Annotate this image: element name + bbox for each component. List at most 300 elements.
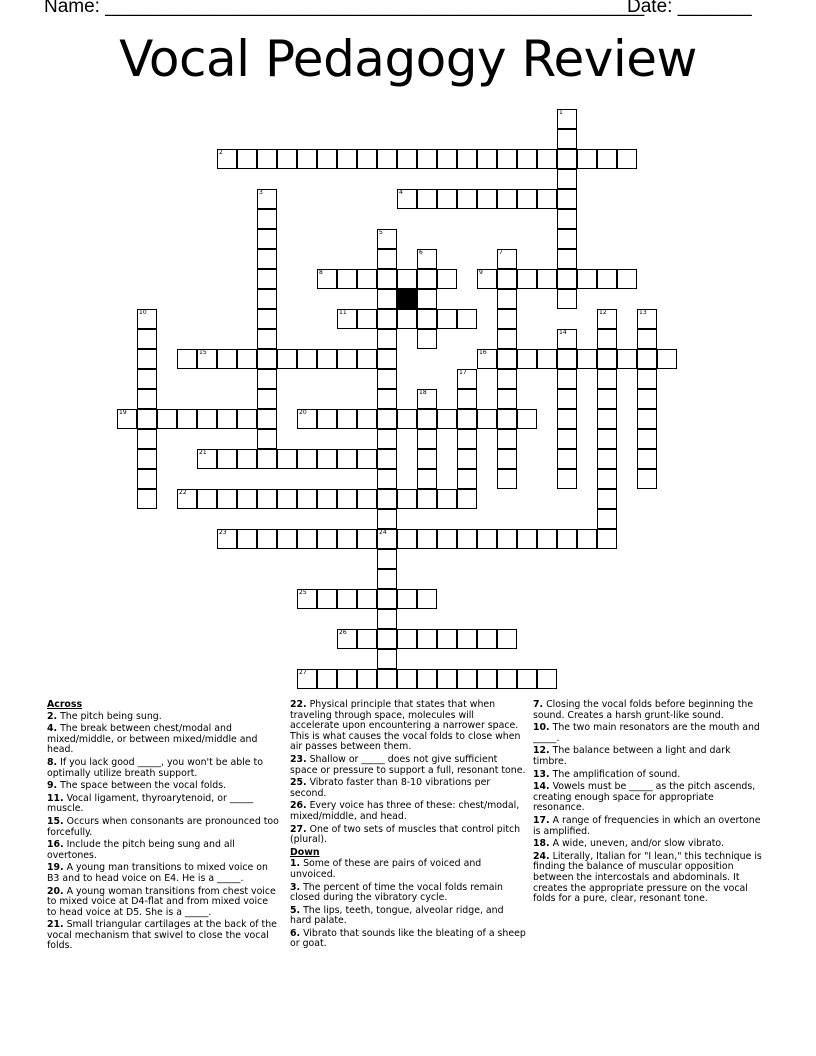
grid-cell[interactable] xyxy=(577,349,597,369)
grid-cell[interactable] xyxy=(597,429,617,449)
grid-cell[interactable] xyxy=(377,229,397,249)
grid-cell[interactable] xyxy=(337,149,357,169)
grid-cell[interactable] xyxy=(177,409,197,429)
grid-cell[interactable] xyxy=(317,449,337,469)
grid-cell[interactable] xyxy=(617,149,637,169)
grid-cell[interactable] xyxy=(317,409,337,429)
grid-cell[interactable] xyxy=(457,669,477,689)
grid-cell[interactable] xyxy=(457,409,477,429)
down-clue xyxy=(290,906,526,927)
grid-cell[interactable] xyxy=(497,429,517,449)
grid-cell[interactable] xyxy=(397,489,417,509)
grid-cell[interactable] xyxy=(237,529,257,549)
grid-cell[interactable] xyxy=(597,529,617,549)
grid-cell[interactable] xyxy=(137,449,157,469)
grid-cell[interactable] xyxy=(257,189,277,209)
grid-cell[interactable] xyxy=(317,269,337,289)
grid-cell[interactable] xyxy=(457,189,477,209)
grid-cell[interactable] xyxy=(397,629,417,649)
grid-cell[interactable] xyxy=(557,149,577,169)
grid-cell[interactable] xyxy=(537,669,557,689)
grid-cell[interactable] xyxy=(637,389,657,409)
grid-cell[interactable] xyxy=(437,309,457,329)
down-clue xyxy=(290,929,526,950)
grid-cell[interactable] xyxy=(337,269,357,289)
grid-cell[interactable] xyxy=(417,329,437,349)
grid-cell[interactable] xyxy=(577,149,597,169)
grid-cell[interactable] xyxy=(597,449,617,469)
grid-cell[interactable] xyxy=(417,409,437,429)
grid-cell[interactable] xyxy=(597,309,617,329)
grid-cell[interactable] xyxy=(417,489,437,509)
grid-cell[interactable] xyxy=(537,189,557,209)
grid-cell[interactable] xyxy=(557,429,577,449)
clue-num: 22. xyxy=(290,699,307,710)
grid-cell[interactable] xyxy=(597,509,617,529)
grid-cell[interactable] xyxy=(477,349,497,369)
grid-cell[interactable] xyxy=(337,309,357,329)
grid-cell[interactable] xyxy=(277,489,297,509)
grid-cell[interactable] xyxy=(537,529,557,549)
grid-cell[interactable] xyxy=(637,429,657,449)
grid-cell[interactable] xyxy=(437,529,457,549)
grid-cell[interactable] xyxy=(617,269,637,289)
grid-cell[interactable] xyxy=(557,369,577,389)
grid-cell[interactable] xyxy=(457,469,477,489)
clue-text: The break between chest/modal and mixed/middle, or between mixed/middle and head. xyxy=(47,723,258,756)
grid-cell[interactable] xyxy=(497,249,517,269)
grid-cell[interactable] xyxy=(257,449,277,469)
grid-cell[interactable] xyxy=(297,669,317,689)
grid-cell[interactable] xyxy=(637,349,657,369)
grid-cell[interactable] xyxy=(377,529,397,549)
grid-cell[interactable] xyxy=(497,349,517,369)
grid-cell[interactable] xyxy=(377,569,397,589)
grid-cell[interactable] xyxy=(257,249,277,269)
grid-cell[interactable] xyxy=(257,349,277,369)
grid-cell[interactable] xyxy=(477,189,497,209)
grid-cell[interactable] xyxy=(497,369,517,389)
grid-cell[interactable] xyxy=(557,329,577,349)
grid-cell[interactable] xyxy=(137,349,157,369)
grid-cell[interactable] xyxy=(537,269,557,289)
grid-cell[interactable] xyxy=(397,409,417,429)
grid-cell[interactable] xyxy=(377,489,397,509)
grid-cell[interactable] xyxy=(417,449,437,469)
clue-text: Vibrato that sounds like the bleating of a sheep or goat. xyxy=(290,927,526,950)
grid-cell[interactable] xyxy=(217,149,237,169)
grid-cell[interactable] xyxy=(277,149,297,169)
down-clue xyxy=(533,723,767,744)
grid-cell[interactable] xyxy=(377,309,397,329)
grid-cell[interactable] xyxy=(477,269,497,289)
grid-cell[interactable] xyxy=(297,589,317,609)
grid-cell[interactable] xyxy=(417,309,437,329)
grid-cell[interactable] xyxy=(457,629,477,649)
grid-cell[interactable] xyxy=(317,349,337,369)
clue-text: Vibrato faster than 8-10 vibrations per second. xyxy=(290,777,491,799)
grid-cell[interactable] xyxy=(357,529,377,549)
grid-cell[interactable] xyxy=(537,349,557,369)
grid-cell[interactable] xyxy=(377,449,397,469)
clue-num: 16. xyxy=(47,839,64,851)
grid-cell[interactable] xyxy=(557,449,577,469)
clue-num: 1. xyxy=(290,858,301,870)
grid-cell[interactable] xyxy=(277,349,297,369)
grid-cell[interactable] xyxy=(417,269,437,289)
grid-cell[interactable] xyxy=(557,109,577,129)
grid-cell[interactable] xyxy=(137,429,157,449)
grid-cell[interactable] xyxy=(377,409,397,429)
grid-cell[interactable] xyxy=(257,409,277,429)
grid-cell[interactable] xyxy=(497,289,517,309)
grid-cell[interactable] xyxy=(137,329,157,349)
grid-cell[interactable] xyxy=(477,409,497,429)
grid-cell[interactable] xyxy=(597,269,617,289)
grid-cell[interactable] xyxy=(497,669,517,689)
grid-cell[interactable] xyxy=(197,409,217,429)
grid-cell[interactable] xyxy=(337,669,357,689)
grid-cell[interactable] xyxy=(357,149,377,169)
grid-cell[interactable] xyxy=(357,629,377,649)
grid-cell[interactable] xyxy=(237,449,257,469)
clue-text: Include the pitch being sung and all overtones. xyxy=(47,839,235,861)
grid-cell[interactable] xyxy=(417,469,437,489)
grid-cell[interactable] xyxy=(517,669,537,689)
clue-num: 3. xyxy=(290,881,301,893)
clue-num: 10. xyxy=(533,722,550,734)
grid-cell[interactable] xyxy=(217,489,237,509)
grid-cell[interactable] xyxy=(557,469,577,489)
down-clue xyxy=(533,770,767,781)
grid-cell[interactable] xyxy=(597,489,617,509)
across-clue xyxy=(47,863,279,884)
grid-cell[interactable] xyxy=(357,349,377,369)
grid-cell[interactable] xyxy=(177,349,197,369)
grid-cell[interactable] xyxy=(397,149,417,169)
grid-cell[interactable] xyxy=(517,269,537,289)
clue-num: 17. xyxy=(533,814,550,826)
grid-cell[interactable] xyxy=(377,609,397,629)
grid-cell[interactable] xyxy=(357,409,377,429)
grid-cell[interactable] xyxy=(297,409,317,429)
grid-cell[interactable] xyxy=(417,429,437,449)
grid-cell[interactable] xyxy=(257,329,277,349)
grid-cell[interactable] xyxy=(257,289,277,309)
grid-cell[interactable] xyxy=(577,529,597,549)
clue-column-3 xyxy=(533,700,767,907)
grid-cell[interactable] xyxy=(357,589,377,609)
grid-cell[interactable] xyxy=(637,309,657,329)
grid-cell[interactable] xyxy=(377,589,397,609)
across-clue xyxy=(47,840,279,861)
grid-cell[interactable] xyxy=(337,489,357,509)
clue-num: 14. xyxy=(533,781,550,793)
grid-cell[interactable] xyxy=(597,349,617,369)
grid-cell[interactable] xyxy=(357,309,377,329)
grid-cell[interactable] xyxy=(537,149,557,169)
grid-cell[interactable] xyxy=(317,669,337,689)
grid-cell[interactable] xyxy=(197,449,217,469)
grid-cell[interactable] xyxy=(457,389,477,409)
grid-cell[interactable] xyxy=(457,149,477,169)
across-clue xyxy=(290,801,526,822)
grid-cell[interactable] xyxy=(517,409,537,429)
grid-cell[interactable] xyxy=(377,669,397,689)
grid-cell[interactable] xyxy=(397,309,417,329)
grid-cell[interactable] xyxy=(337,349,357,369)
grid-cell[interactable] xyxy=(417,289,437,309)
grid-cell[interactable] xyxy=(137,369,157,389)
clue-number: 18 xyxy=(419,389,427,396)
grid-cell[interactable] xyxy=(197,489,217,509)
grid-cell[interactable] xyxy=(417,529,437,549)
grid-cell[interactable] xyxy=(637,409,657,429)
grid-cell[interactable] xyxy=(597,409,617,429)
grid-cell[interactable] xyxy=(637,469,657,489)
grid-cell[interactable] xyxy=(597,149,617,169)
across-clue xyxy=(290,700,526,753)
grid-cell[interactable] xyxy=(257,389,277,409)
clue-section-heading: Across xyxy=(47,699,83,710)
grid-cell[interactable] xyxy=(457,369,477,389)
grid-cell[interactable] xyxy=(317,489,337,509)
grid-cell[interactable] xyxy=(337,589,357,609)
grid-cell[interactable] xyxy=(357,489,377,509)
grid-cell[interactable] xyxy=(237,349,257,369)
grid-cell[interactable] xyxy=(497,529,517,549)
grid-cell[interactable] xyxy=(497,189,517,209)
grid-cell[interactable] xyxy=(637,329,657,349)
grid-cell[interactable] xyxy=(137,309,157,329)
grid-cell[interactable] xyxy=(477,529,497,549)
clue-number: 11 xyxy=(339,309,347,316)
grid-cell[interactable] xyxy=(557,349,577,369)
grid-cell[interactable] xyxy=(377,249,397,269)
grid-cell[interactable] xyxy=(297,449,317,469)
grid-cell[interactable] xyxy=(577,269,597,289)
grid-cell[interactable] xyxy=(377,349,397,369)
grid-cell[interactable] xyxy=(157,409,177,429)
grid-cell[interactable] xyxy=(497,149,517,169)
grid-cell[interactable] xyxy=(377,649,397,669)
grid-cell[interactable] xyxy=(557,229,577,249)
down-clue xyxy=(533,782,767,814)
grid-cell[interactable] xyxy=(137,389,157,409)
grid-cell[interactable] xyxy=(217,449,237,469)
grid-cell[interactable] xyxy=(137,469,157,489)
grid-cell[interactable] xyxy=(297,349,317,369)
grid-cell[interactable] xyxy=(497,629,517,649)
grid-cell[interactable] xyxy=(457,489,477,509)
grid-cell[interactable] xyxy=(277,449,297,469)
grid-cell[interactable] xyxy=(257,369,277,389)
grid-cell[interactable] xyxy=(217,349,237,369)
grid-cell[interactable] xyxy=(637,449,657,469)
grid-cell[interactable] xyxy=(637,369,657,389)
grid-cell[interactable] xyxy=(377,289,397,309)
grid-cell[interactable] xyxy=(437,489,457,509)
grid-cell[interactable] xyxy=(417,249,437,269)
grid-cell[interactable] xyxy=(317,529,337,549)
grid-cell[interactable] xyxy=(457,429,477,449)
grid-cell[interactable] xyxy=(557,129,577,149)
grid-cell[interactable] xyxy=(257,149,277,169)
grid-cell[interactable] xyxy=(317,589,337,609)
grid-cell[interactable] xyxy=(337,409,357,429)
clue-text: The balance between a light and dark timbre. xyxy=(533,745,731,767)
clue-text: The space between the vocal folds. xyxy=(60,780,227,792)
grid-cell[interactable] xyxy=(337,529,357,549)
grid-cell[interactable] xyxy=(477,629,497,649)
grid-cell[interactable] xyxy=(497,269,517,289)
grid-cell[interactable] xyxy=(257,229,277,249)
page-title: Vocal Pedagogy Review xyxy=(119,30,697,88)
grid-cell[interactable] xyxy=(237,409,257,429)
grid-cell[interactable] xyxy=(417,629,437,649)
grid-cell[interactable] xyxy=(497,449,517,469)
grid-cell[interactable] xyxy=(557,189,577,209)
grid-cell[interactable] xyxy=(397,189,417,209)
grid-cell[interactable] xyxy=(377,369,397,389)
grid-cell[interactable] xyxy=(457,309,477,329)
grid-cell[interactable] xyxy=(597,469,617,489)
clue-num: 25. xyxy=(290,777,307,789)
grid-cell[interactable] xyxy=(257,489,277,509)
grid-cell[interactable] xyxy=(557,289,577,309)
grid-cell[interactable] xyxy=(457,529,477,549)
grid-cell[interactable] xyxy=(597,329,617,349)
grid-cell[interactable] xyxy=(277,529,297,549)
clue-text: A young man transitions to mixed voice on B3 and to head voice on E4. He is a _____. xyxy=(47,862,268,884)
clue-num: 8. xyxy=(47,756,58,768)
grid-cell[interactable] xyxy=(437,189,457,209)
date-field[interactable]: Date: _______ xyxy=(627,0,752,17)
grid-cell[interactable] xyxy=(657,349,677,369)
grid-cell[interactable] xyxy=(557,409,577,429)
grid-cell[interactable] xyxy=(557,209,577,229)
grid-cell[interactable] xyxy=(417,389,437,409)
across-clue xyxy=(290,778,526,799)
clue-number: 8 xyxy=(319,269,323,276)
grid-cell[interactable] xyxy=(257,209,277,229)
grid-cell[interactable] xyxy=(497,389,517,409)
grid-cell[interactable] xyxy=(377,469,397,489)
grid-cell[interactable] xyxy=(517,529,537,549)
grid-cell[interactable] xyxy=(377,509,397,529)
grid-cell[interactable] xyxy=(117,409,137,429)
grid-cell[interactable] xyxy=(497,329,517,349)
grid-cell[interactable] xyxy=(397,669,417,689)
grid-cell[interactable] xyxy=(397,589,417,609)
grid-cell[interactable] xyxy=(597,389,617,409)
grid-cell[interactable] xyxy=(437,409,457,429)
grid-cell[interactable] xyxy=(297,489,317,509)
across-clue xyxy=(47,794,279,815)
grid-cell[interactable] xyxy=(437,149,457,169)
clue-column-2 xyxy=(290,700,526,952)
grid-cell[interactable] xyxy=(557,269,577,289)
grid-cell[interactable] xyxy=(557,389,577,409)
grid-cell[interactable] xyxy=(137,489,157,509)
grid-cell[interactable] xyxy=(437,629,457,649)
across-clue xyxy=(290,755,526,776)
grid-cell[interactable] xyxy=(557,529,577,549)
clue-number: 27 xyxy=(299,669,307,676)
grid-cell[interactable] xyxy=(217,409,237,429)
across-clue xyxy=(47,781,279,792)
grid-cell[interactable] xyxy=(457,449,477,469)
grid-cell[interactable] xyxy=(437,269,457,289)
grid-cell[interactable] xyxy=(517,349,537,369)
grid-cell[interactable] xyxy=(557,249,577,269)
grid-cell[interactable] xyxy=(517,189,537,209)
grid-cell[interactable] xyxy=(397,529,417,549)
grid-cell[interactable] xyxy=(257,429,277,449)
grid-cell[interactable] xyxy=(437,669,457,689)
grid-cell[interactable] xyxy=(477,149,497,169)
grid-cell[interactable] xyxy=(357,669,377,689)
grid-cell[interactable] xyxy=(237,149,257,169)
grid-cell[interactable] xyxy=(177,489,197,509)
grid-cell[interactable] xyxy=(597,369,617,389)
grid-cell[interactable] xyxy=(357,449,377,469)
grid-cell[interactable] xyxy=(497,309,517,329)
clue-number: 9 xyxy=(479,269,483,276)
grid-cell[interactable] xyxy=(497,469,517,489)
grid-cell[interactable] xyxy=(377,389,397,409)
grid-cell[interactable] xyxy=(297,529,317,549)
grid-cell[interactable] xyxy=(317,149,337,169)
grid-cell[interactable] xyxy=(377,549,397,569)
grid-cell[interactable] xyxy=(477,669,497,689)
grid-cell[interactable] xyxy=(397,269,417,289)
grid-cell[interactable] xyxy=(197,349,217,369)
grid-cell[interactable] xyxy=(297,149,317,169)
grid-cell[interactable] xyxy=(217,529,237,549)
grid-cell[interactable] xyxy=(357,269,377,289)
grid-cell[interactable] xyxy=(237,489,257,509)
grid-cell[interactable] xyxy=(377,629,397,649)
grid-cell[interactable] xyxy=(517,149,537,169)
clue-text: The lips, teeth, tongue, alveolar ridge, and hard palate. xyxy=(290,904,504,927)
clue-number: 1 xyxy=(559,109,563,116)
grid-cell[interactable] xyxy=(377,329,397,349)
clue-num: 11. xyxy=(47,792,64,804)
grid-cell[interactable] xyxy=(257,309,277,329)
grid-cell[interactable] xyxy=(557,169,577,189)
grid-cell[interactable] xyxy=(417,149,437,169)
grid-cell[interactable] xyxy=(257,529,277,549)
grid-cell[interactable] xyxy=(417,189,437,209)
grid-cell[interactable] xyxy=(377,429,397,449)
clue-number: 2 xyxy=(219,149,223,156)
clue-num: 21. xyxy=(47,919,64,931)
grid-cell[interactable] xyxy=(617,349,637,369)
grid-cell[interactable] xyxy=(417,589,437,609)
grid-cell[interactable] xyxy=(417,669,437,689)
clue-number: 23 xyxy=(219,529,227,536)
grid-cell[interactable] xyxy=(137,409,157,429)
grid-cell[interactable] xyxy=(377,269,397,289)
grid-cell[interactable] xyxy=(257,269,277,289)
clue-number: 16 xyxy=(479,349,487,356)
grid-cell[interactable] xyxy=(337,629,357,649)
grid-cell[interactable] xyxy=(377,149,397,169)
grid-cell[interactable] xyxy=(337,449,357,469)
name-field[interactable]: Name: ___________________________________________________ xyxy=(44,0,645,17)
grid-cell[interactable] xyxy=(497,409,517,429)
